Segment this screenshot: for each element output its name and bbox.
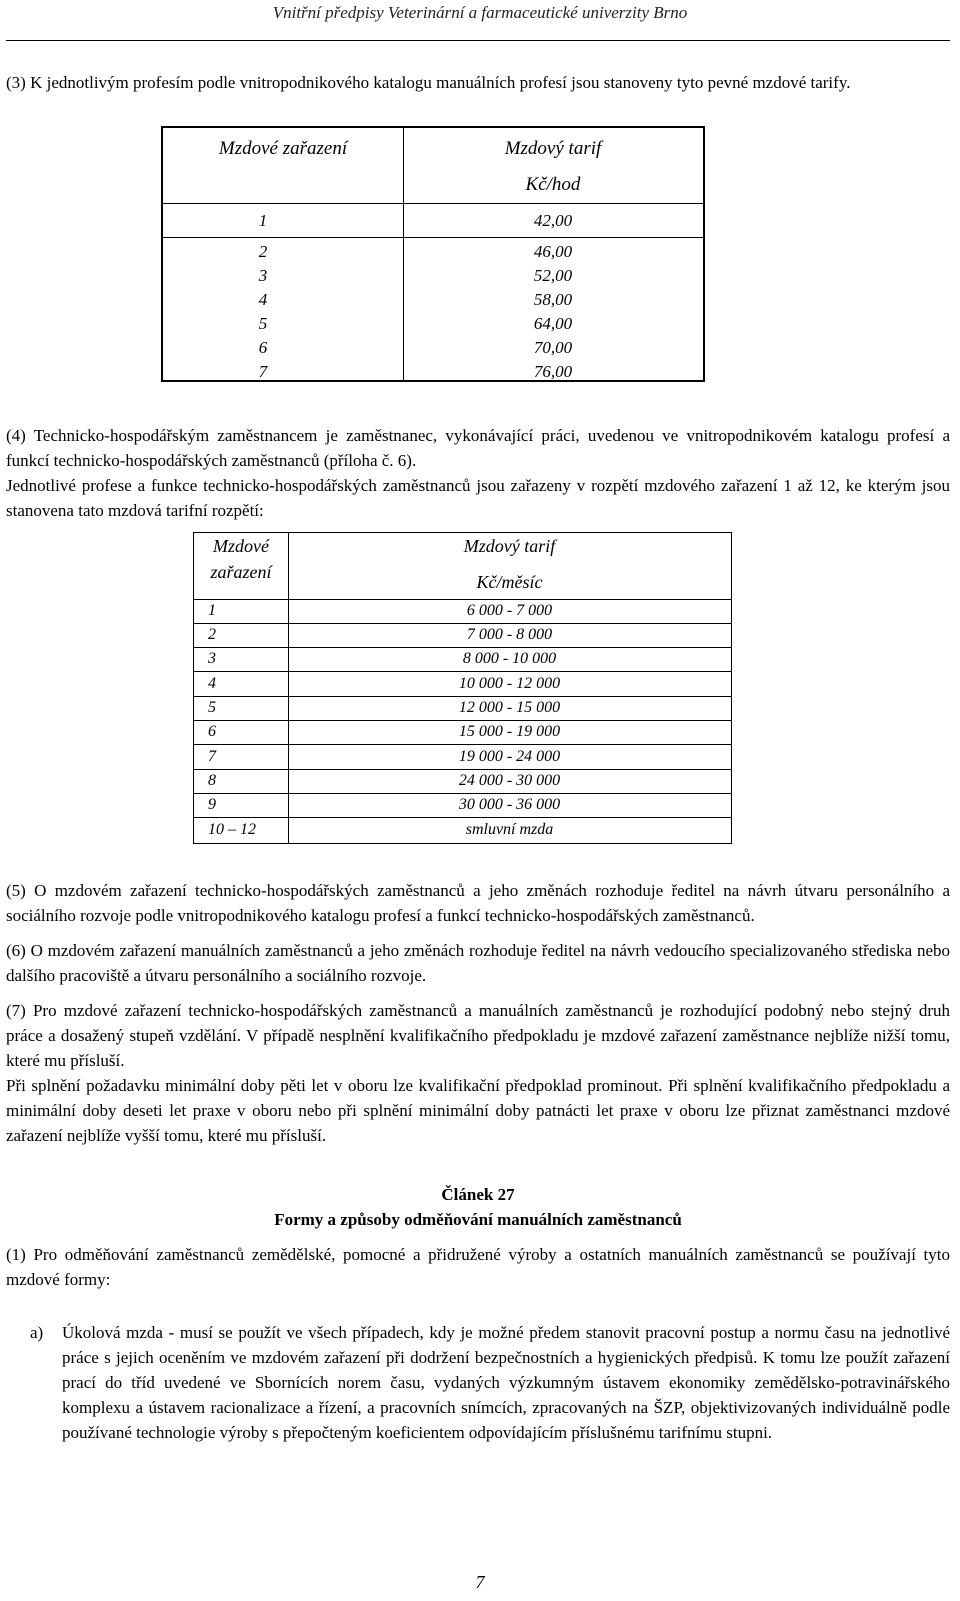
table-cell-grade: 4 [208,675,216,692]
table-cell-tarif: 70,00 [533,338,573,357]
table-header-grade: Mzdové zařazení [218,138,348,159]
table-cell-range: 30 000 - 36 000 [458,796,561,813]
table-cell-range: 12 000 - 15 000 [458,699,561,716]
table-row [194,672,731,696]
table-row [194,818,731,842]
paragraph-5: (5) O mzdovém zařazení technicko-hospodářských zaměstnanců a jeho změnách rozhoduje ředitel na návrh útvaru personálního a sociálního rozvoje podle vnitropodnikového katalogu profesí a funkcí technicko-hospodářských zaměstnanců. [6,881,950,925]
table-row [163,209,703,233]
table-header-unit: Kč/hod [525,174,581,195]
table-cell-grade: 5 [258,314,268,333]
wage-table-technical [193,532,732,844]
table-cell-range: 6 000 - 7 000 [466,602,553,619]
table-header-grade-line1: Mzdové [213,536,269,556]
table-cell-grade: 6 [208,723,216,740]
table-header-tarif: Mzdový tarif [463,536,556,556]
table-cell-grade: 4 [258,290,268,309]
table-cell-range: 24 000 - 30 000 [458,772,561,789]
table-row [163,264,703,288]
table-cell-tarif: 52,00 [533,266,573,285]
page-number: 7 [475,1572,485,1592]
table-row [194,647,731,671]
section-p3 [6,70,950,95]
paragraph-6: (6) O mzdovém zařazení manuálních zaměstnanců a jeho změnách rozhoduje ředitel na návrh vedoucího specializovaného střediska nebo dalšího pracoviště a útvaru personálního a sociálního rozvoje. [6,941,950,985]
paragraph-7: (7) Pro mzdové zařazení technicko-hospodářských zaměstnanců a manuálních zaměstnanců je rozhodující podobný nebo stejný druh práce a dosažený stupeň vzdělání. V případě nesplnění kvalifikačního předpokladu je mzdové zařazení zaměstnance nejblíže nižší tomu, které mu přísluší. [6,1001,950,1070]
table-header-grade-line2: zařazení [210,562,272,582]
paragraph-4: (4) Technicko-hospodářským zaměstnancem je zaměstnanec, vykonávající práci, uvedenou ve vnitropodnikovém katalogu profesí a funkcí technicko-hospodářských zaměstnanců (příloha č. 6). [6,426,950,470]
table-cell-grade: 1 [258,211,268,230]
table-row [163,360,703,384]
table-cell-grade: 7 [208,748,216,765]
table-divider [163,237,703,238]
page-header [0,0,960,40]
table-row [194,599,731,623]
table-cell-grade: 8 [208,772,216,789]
table-cell-grade: 10 – 12 [208,821,256,838]
table-cell-tarif: 58,00 [533,290,573,309]
table-cell-grade: 3 [208,650,216,667]
table-cell-tarif: 76,00 [533,362,573,381]
table-row [163,312,703,336]
table-header-tarif: Mzdový tarif [504,138,602,159]
table-row [194,623,731,647]
table-cell-range: 8 000 - 10 000 [462,650,557,667]
header-title: Vnitřní předpisy Veterinární a farmaceutické univerzity Brno [272,3,688,22]
table-row [163,288,703,312]
article-title: Formy a způsoby odměňování manuálních zaměstnanců [274,1210,682,1229]
section-p4 [6,423,950,523]
table-row [194,696,731,720]
list-item-text: Úkolová mzda - musí se použít ve všech případech, kdy je možné předem stanovit pracovní postup a normu času na jednotlivé práce s jejich oceněním ve mzdovém zařazení při dodržení bezpečnostních a hygienických předpisů. K tomu lze použít zařazení prací do tříd uvedené ve Sbornících norem času, vydaných výzkumným ústavem ekonomiky zemědělsko-potravinářského komplexu a ústavem racionalizace a řízení, a pracovních snímcích, zpracovaných na ŠZP, objektivizovaných individuálně podle používané technologie výroby s přepočteným koeficientem odpovídajícím příslušnému tarifnímu stupni. [62,1323,950,1442]
table-cell-grade: 2 [258,242,268,261]
table-row [194,793,731,817]
table-divider [163,203,703,204]
table-cell-range: smluvní mzda [465,821,554,838]
table-row [194,745,731,769]
table-row [194,720,731,744]
list-item [6,1320,950,1445]
table-cell-grade: 5 [208,699,216,716]
header-divider [6,40,950,41]
paragraph-4b: Jednotlivé profese a funkce technicko-hospodářských zaměstnanců jsou zařazeny v rozpětí mzdového zařazení 1 až 12, ke kterým jsou stanovena tato mzdová tarifní rozpětí: [6,476,950,520]
table-cell-grade: 7 [258,362,268,381]
paragraph-7b: Při splnění požadavku minimální doby pěti let v oboru lze kvalifikační předpoklad prominout. Při splnění kvalifikačního předpokladu a minimální doby deseti let praxe v oboru nebo při splnění minimální doby patnácti let praxe v oboru lze přiznat zaměstnanci mzdové zařazení nejblíže vyšší tomu, které mu přísluší. [6,1076,950,1145]
table-cell-tarif: 42,00 [533,211,573,230]
table-cell-range: 19 000 - 24 000 [458,748,561,765]
table-cell-range: 15 000 - 19 000 [458,723,561,740]
table-cell-grade: 6 [258,338,268,357]
table-cell-grade: 9 [208,796,216,813]
paragraph-3: (3) K jednotlivým profesím podle vnitropodnikového katalogu manuálních profesí jsou stanoveny tyto pevné mzdové tarify. [6,73,851,92]
table-row [163,240,703,264]
article-paragraph-1: (1) Pro odměňování zaměstnanců zemědělské, pomocné a přidružené výroby a ostatních manuálních zaměstnanců se používají tyto mzdové formy: [6,1245,950,1289]
list-marker: a) [30,1323,44,1342]
table-header-grade [194,533,288,585]
table-cell-tarif: 64,00 [533,314,573,333]
table-cell-grade: 1 [208,602,216,619]
table-row [194,769,731,793]
table-cell-range: 7 000 - 8 000 [466,626,553,643]
table-cell-grade: 3 [258,266,268,285]
table-cell-range: 10 000 - 12 000 [458,675,561,692]
article-number: Článek 27 [441,1185,515,1204]
wage-table-manual [161,126,705,382]
table-row [163,336,703,360]
section-p5-onward [6,878,950,1445]
table-header-unit: Kč/měsíc [476,572,543,592]
table-cell-tarif: 46,00 [533,242,573,261]
table-cell-grade: 2 [208,626,216,643]
